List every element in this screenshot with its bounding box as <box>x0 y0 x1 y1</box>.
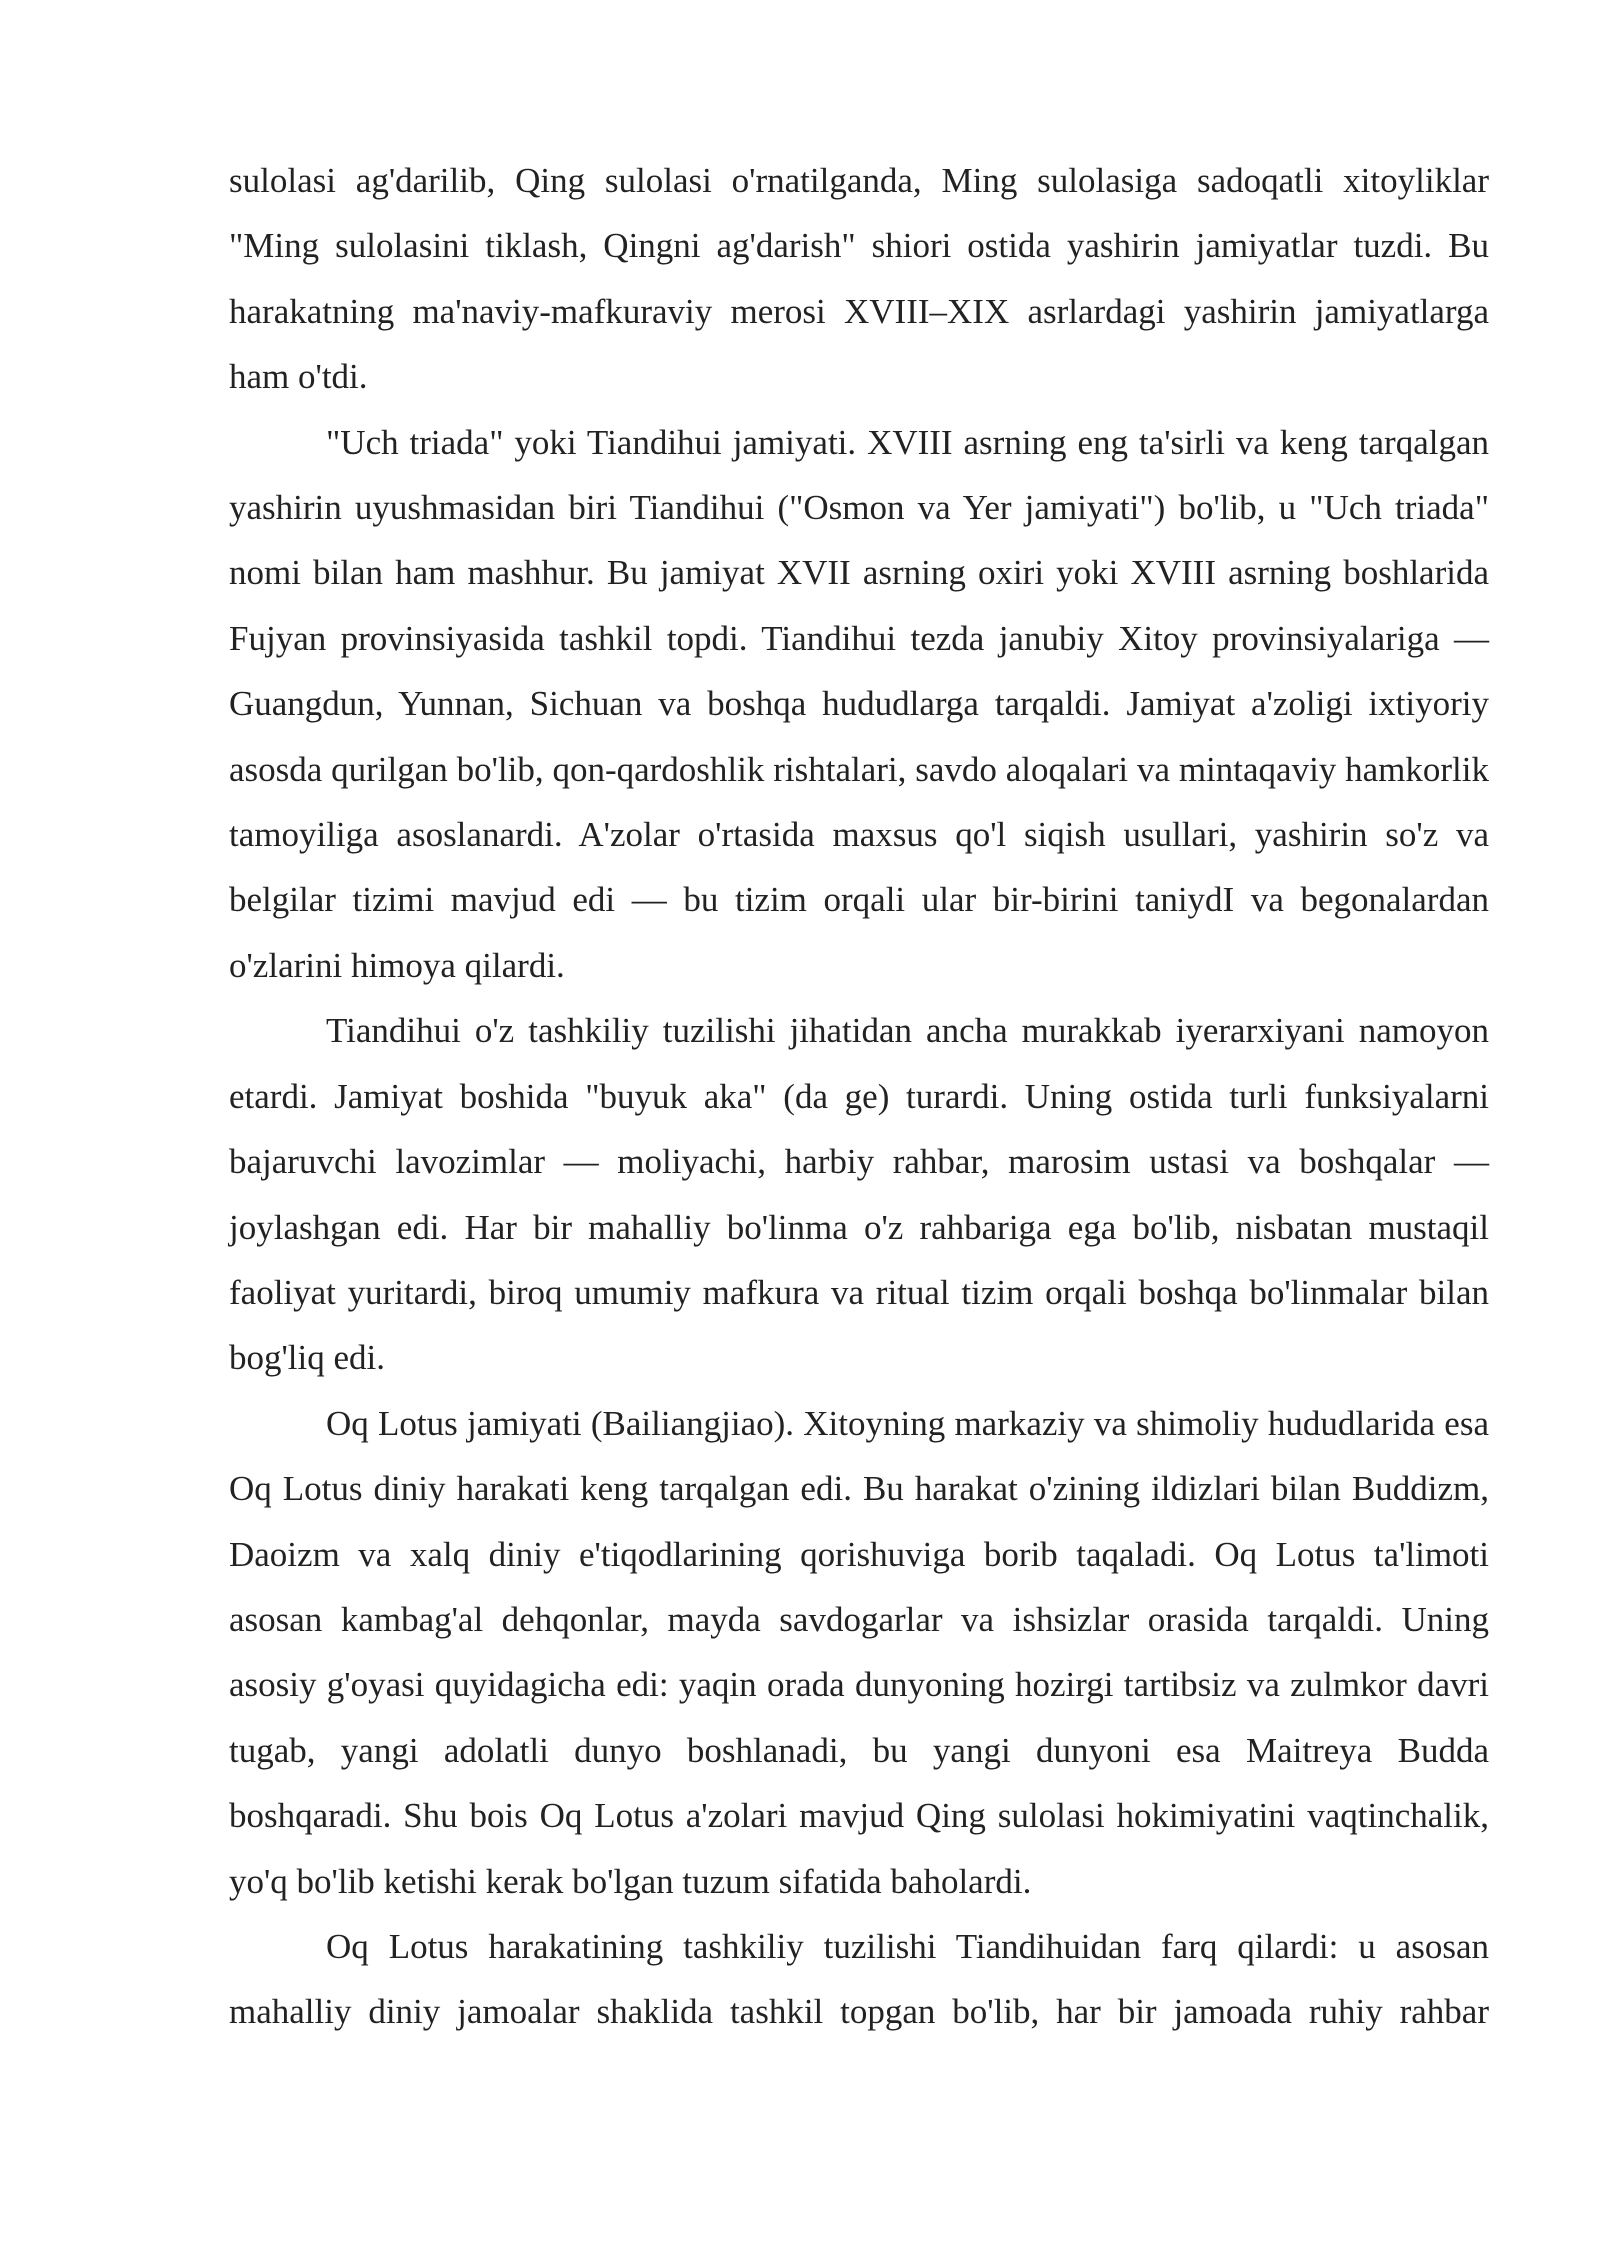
paragraph: "Uch triada" yoki Tiandihui jamiyati. XVIII asrning eng ta'sirli va keng tarqalgan yashirin uyushmasidan biri Tiandihui ("Osmon va Yer jamiyati") bo'lib, u "Uch triada" nomi bilan ham mashhur. Bu jamiyat XVII asrning oxiri yoki XVIII asrning boshlarida Fujyan provinsiyasida tashkil topdi. Tiandihui tezda janubiy Xitoy provinsiyalariga — Guangdun, Yunnan, Sichuan va boshqa hududlarga tarqaldi. Jamiyat a'zoligi ixtiyoriy asosda qurilgan bo'lib, qon-qardoshlik rishtalari, savdo aloqalari va mintaqaviy hamkorlik tamoyiliga asoslanardi. A'zolar o'rtasida maxsus qo'l siqish usullari, yashirin so'z va belgilar tizimi mavjud edi — bu tizim orqali ular bir-birini taniydI va begonalardan o'zlarini himoya qilardi. <box>229 422 1489 985</box>
body-text <box>229 148 1489 2045</box>
paragraph: Oq Lotus harakatining tashkiliy tuzilishi Tiandihuidan farq qilardi: u asosan mahalliy diniy jamoalar shaklida tashkil topgan bo'lib, har bir jamoada ruhiy rahbar <box>229 1926 1489 2032</box>
paragraph: Oq Lotus jamiyati (Bailiangjiao). Xitoyning markaziy va shimoliy hududlarida esa Oq Lotus diniy harakati keng tarqalgan edi. Bu harakat o'zining ildizlari bilan Buddizm, Daoizm va xalq diniy e'tiqodlarining qorishuviga borib taqaladi. Oq Lotus ta'limoti asosan kambag'al dehqonlar, mayda savdogarlar va ishsizlar orasida tarqaldi. Uning asosiy g'oyasi quyidagicha edi: yaqin orada dunyoning hozirgi tartibsiz va zulmkor davri tugab, yangi adolatli dunyo boshlanadi, bu yangi dunyoni esa Maitreya Budda boshqaradi. Shu bois Oq Lotus a'zolari mavjud Qing sulolasi hokimiyatini vaqtinchalik, yo'q bo'lib ketishi kerak bo'lgan tuzum sifatida baholardi. <box>229 1403 1489 1901</box>
paragraph: Tiandihui o'z tashkiliy tuzilishi jihatidan ancha murakkab iyerarxiyani namoyon etardi. Jamiyat boshida "buyuk aka" (da ge) turardi. Uning ostida turli funksiyalarni bajaruvchi lavozimlar — moliyachi, harbiy rahbar, marosim ustasi va boshqalar — joylashgan edi. Har bir mahalliy bo'linma o'z rahbariga ega bo'lib, nisbatan mustaqil faoliyat yuritardi, biroq umumiy mafkura va ritual tizim orqali boshqa bo'linmalar bilan bog'liq edi. <box>229 1011 1489 1378</box>
paragraph: sulolasi ag'darilib, Qing sulolasi o'rnatilganda, Ming sulolasiga sadoqatli xitoyliklar "Ming sulolasini tiklash, Qingni ag'darish" shiori ostida yashirin jamiyatlar tuzdi. Bu harakatning ma'naviy-mafkuraviy merosi XVIII–XIX asrlardagi yashirin jamiyatlarga ham o'tdi. <box>229 161 1489 397</box>
